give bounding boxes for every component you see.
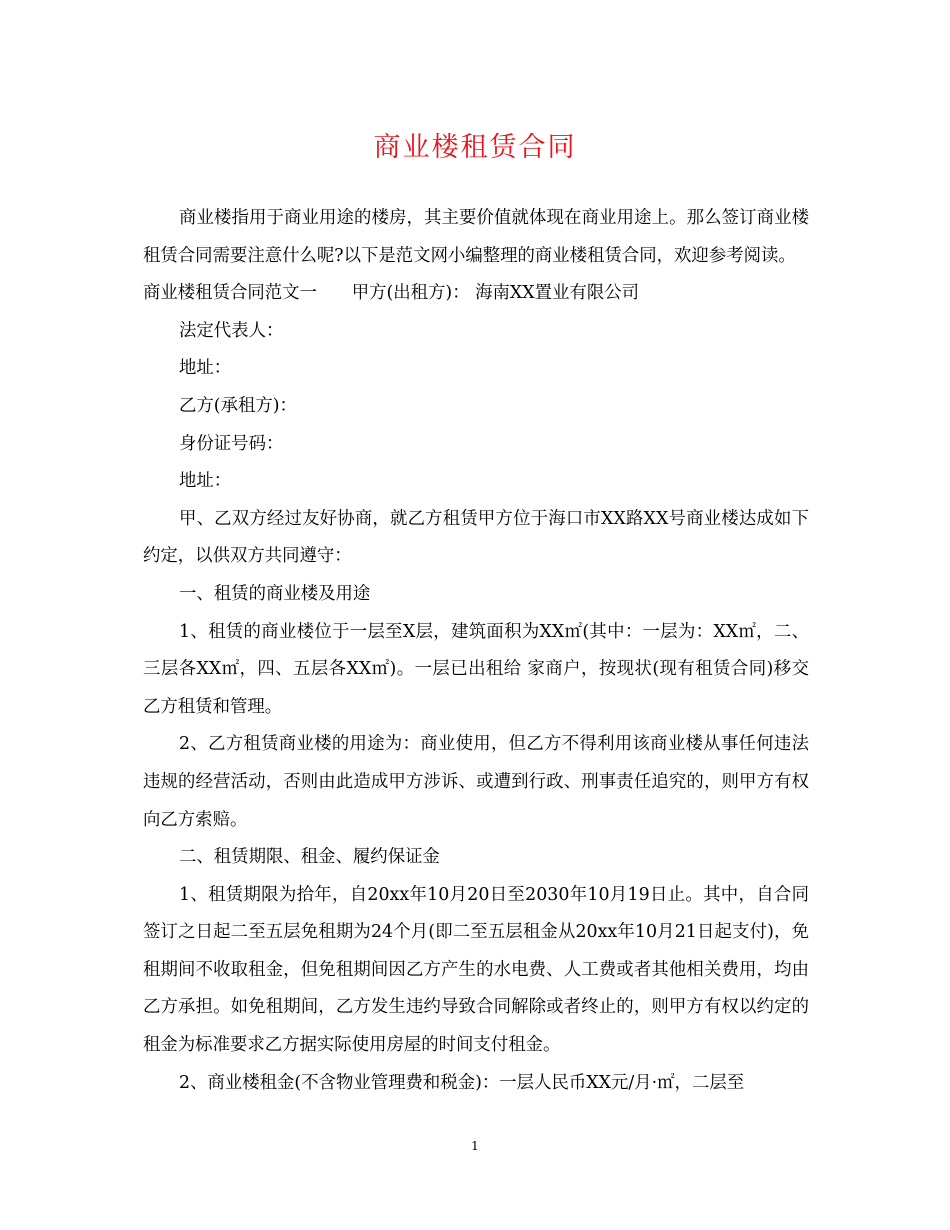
paragraph-address-a: 地址： bbox=[179, 358, 232, 379]
paragraph-intro: 商业楼指用于商业用途的楼房，其主要价值就体现在商业用途上。那么签订商业楼租赁合同需要注意什么呢?以下是范文网小编整理的商业楼租赁合同，欢迎参考阅读。 bbox=[143, 208, 809, 266]
section-heading-1: 一、租赁的商业楼及用途 bbox=[179, 583, 371, 604]
page-number: 1 bbox=[471, 1139, 479, 1153]
paragraph-party-b: 乙方(承租方)： bbox=[179, 395, 297, 416]
paragraph-address-b: 地址： bbox=[179, 471, 232, 492]
document-title: 商业楼租赁合同 bbox=[373, 132, 577, 163]
clause-1-2: 2、乙方租赁商业楼的用途为：商业使用，但乙方不得利用该商业楼从事任何违法违规的经营活动，否则由此造成甲方涉诉、或遭到行政、刑事责任追究的，则甲方有权向乙方索赔。 bbox=[143, 734, 809, 830]
paragraph-legal-representative: 法定代表人： bbox=[179, 320, 284, 341]
paragraph-party-a: 商业楼租赁合同范文一 甲方(出租方)： 海南XX置业有限公司 bbox=[143, 283, 640, 304]
clause-2-1: 1、租赁期限为拾年，自20xx年10月20日至2030年10月19日止。其中，自合同签订之日起二至五层免租期为24个月(即二至五层租金从20xx年10月21日起支付)，免租期间不收取租金，但免租期间因乙方产生的水电费、人工费或者其他相关费用，均由乙方承担。如免租期间，乙方发生违约导致合同解除或者终止的，则甲方有权以约定的租金为标准要求乙方据实际使用房屋的时间支付租金。 bbox=[143, 884, 809, 1056]
document-body bbox=[143, 200, 809, 1102]
section-heading-2: 二、租赁期限、租金、履约保证金 bbox=[179, 847, 440, 868]
paragraph-agreement: 甲、乙双方经过友好协商，就乙方租赁甲方位于海口市XX路XX号商业楼达成如下约定，以供双方共同遵守： bbox=[143, 508, 809, 567]
paragraph-id-number: 身份证号码： bbox=[179, 433, 284, 454]
clause-1-1: 1、租赁的商业楼位于一层至X层，建筑面积为XX㎡(其中：一层为：XX㎡，二、三层各XX㎡，四、五层各XX㎡)。一层已出租给 家商户，按现状(现有租赁合同)移交乙方租赁和管理。 bbox=[143, 621, 809, 717]
clause-2-2: 2、商业楼租金(不含物业管理费和税金)：一层人民币XX元/月·㎡，二层至 bbox=[179, 1072, 745, 1093]
